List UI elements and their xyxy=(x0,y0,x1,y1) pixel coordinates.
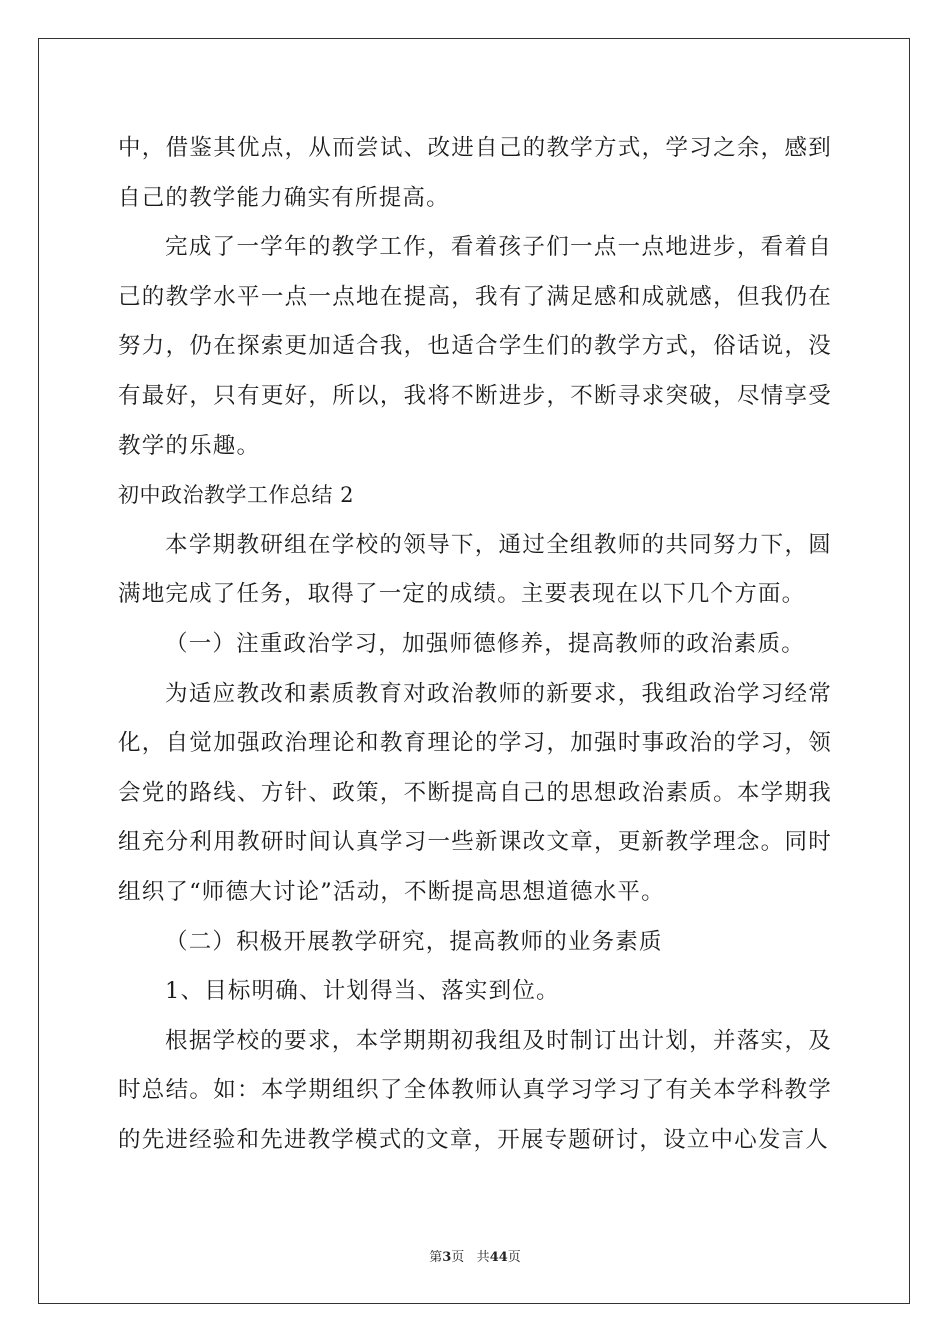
page-unit: 页 xyxy=(451,1250,465,1265)
paragraph: 完成了一学年的教学工作，看着孩子们一点一点地进步，看着自己的教学水平一点一点地在提高，我有了满足感和成就感，但我仍在努力，仍在探索更加适合我，也适合学生们的教学方式，俗话说，没有最好，只有更好，所以，我将不断进步，不断寻求突破，尽情享受教学的乐趣。 xyxy=(118,234,832,459)
paragraph: 根据学校的要求，本学期期初我组及时制订出计划，并落实，及时总结。如：本学期组织了全体教师认真学习学习了有关本学科教学的先进经验和先进教学模式的文章，开展专题研讨，设立中心发言人 xyxy=(118,1027,832,1153)
page-total: 44 xyxy=(489,1250,508,1265)
paragraph: 为适应教改和素质教育对政治教师的新要求，我组政治学习经常化，自觉加强政治理论和教育理论的学习，加强时事政治的学习，领会党的路线、方针、政策，不断提高自己的思想政治素质。本学期我组充分利用教研时间认真学习一些新课改文章，更新教学理念。同时组织了“师德大讨论”活动，不断提高思想道德水平。 xyxy=(118,680,832,905)
page-number: 3 xyxy=(442,1250,452,1265)
total-prefix: 共 xyxy=(476,1250,490,1265)
document-body xyxy=(118,124,832,1165)
paragraph: 本学期教研组在学校的领导下，通过全组教师的共同努力下，圆满地完成了任务，取得了一定的成绩。主要表现在以下几个方面。 xyxy=(118,531,832,608)
subsection-heading: （二）积极开展教学研究，提高教师的业务素质 xyxy=(165,928,663,955)
list-item: 1、目标明确、计划得当、落实到位。 xyxy=(165,978,560,1005)
section-heading: 初中政治教学工作总结 2 xyxy=(118,483,355,508)
total-unit: 页 xyxy=(507,1250,521,1265)
page-prefix: 第 xyxy=(429,1250,443,1265)
page-footer xyxy=(0,1246,950,1265)
paragraph: 中，借鉴其优点，从而尝试、改进自己的教学方式，学习之余，感到自己的教学能力确实有所提高。 xyxy=(118,135,832,211)
subsection-heading: （一）注重政治学习，加强师德修养，提高教师的政治素质。 xyxy=(165,630,805,657)
